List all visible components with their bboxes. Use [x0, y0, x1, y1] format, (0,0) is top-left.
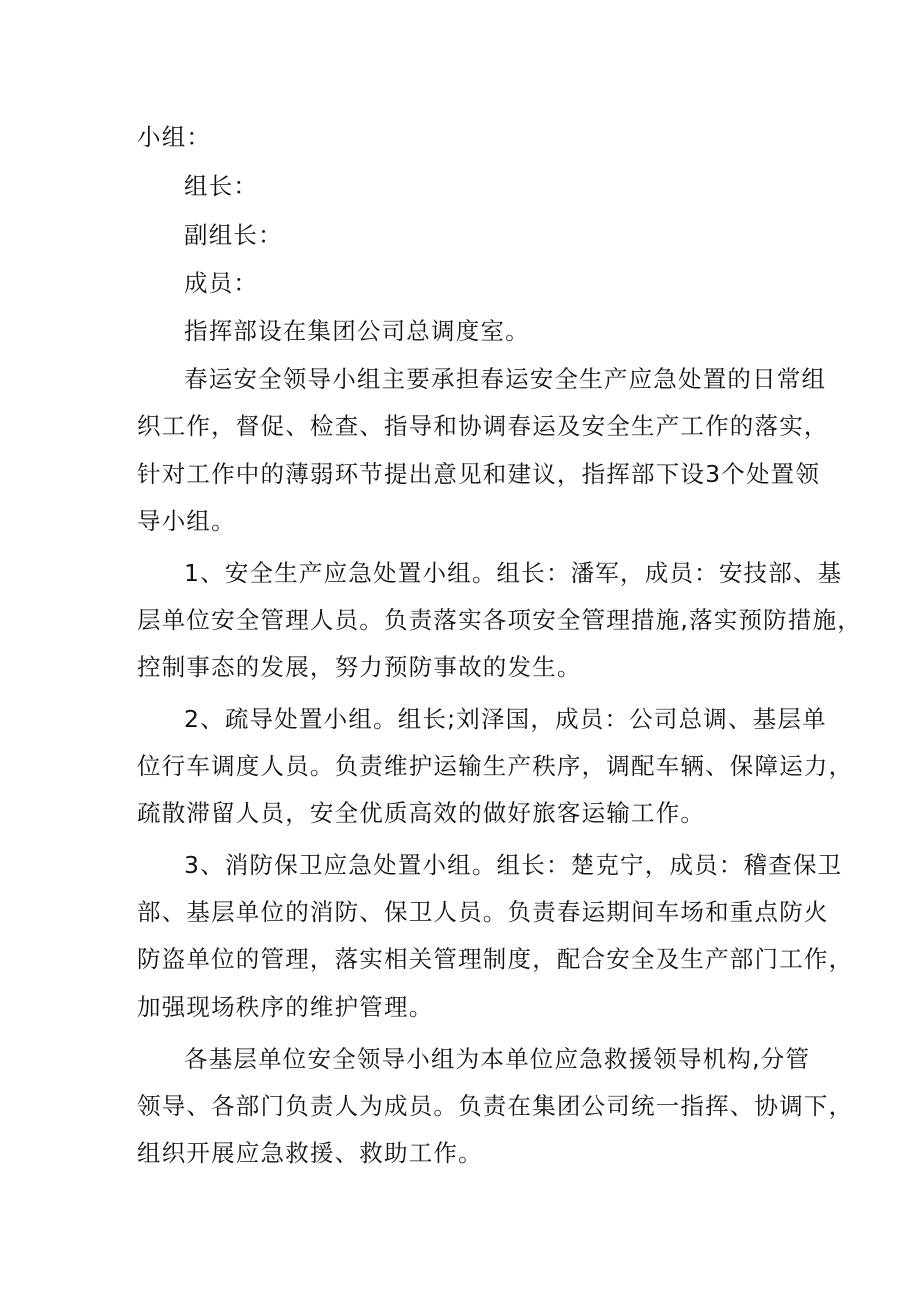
text-line: 3、消防保卫应急处置小组。组长：楚克宁，成员：稽查保卫: [184, 851, 843, 879]
text-line: 部、基层单位的消防、保卫人员。负责春运期间车场和重点防火: [137, 898, 829, 926]
text-line: 小组：: [137, 123, 212, 151]
text-line: 导小组。: [137, 507, 236, 535]
text-line: 领导、各部门负责人为成员。负责在集团公司统一指挥、协调下，: [137, 1092, 854, 1120]
text-line: 疏散滞留人员，安全优质高效的做好旅客运输工作。: [137, 799, 706, 827]
text-line: 层单位安全管理人员。负责落实各项安全管理措施,落实预防措施，: [137, 606, 862, 634]
text-line: 控制事态的发展，努力预防事故的发生。: [137, 653, 582, 681]
text-line: 各基层单位安全领导小组为本单位应急救援领导机构,分管: [184, 1045, 811, 1073]
text-line: 春运安全领导小组主要承担春运安全生产应急处置的日常组: [184, 365, 827, 393]
text-line: 副组长：: [184, 221, 283, 249]
text-line: 针对工作中的薄弱环节提出意见和建议，指挥部下设3个处置领: [137, 460, 821, 488]
text-line: 织工作，督促、检查、指导和协调春运及安全生产工作的落实，: [137, 412, 829, 440]
text-line: 组长：: [184, 172, 259, 200]
text-line: 成员：: [184, 269, 259, 297]
text-line: 位行车调度人员。负责维护运输生产秩序，调配车辆、保障运力，: [137, 752, 854, 780]
text-line: 指挥部设在集团公司总调度室。: [184, 317, 530, 345]
text-line: 2、疏导处置小组。组长;刘泽国，成员：公司总调、基层单: [184, 705, 827, 733]
text-line: 1、安全生产应急处置小组。组长：潘军，成员：安技部、基: [184, 559, 843, 587]
text-line: 防盗单位的管理，落实相关管理制度，配合安全及生产部门工作，: [137, 945, 854, 973]
text-line: 加强现场秩序的维护管理。: [137, 993, 434, 1021]
text-line: 组织开展应急救援、救助工作。: [137, 1139, 483, 1167]
